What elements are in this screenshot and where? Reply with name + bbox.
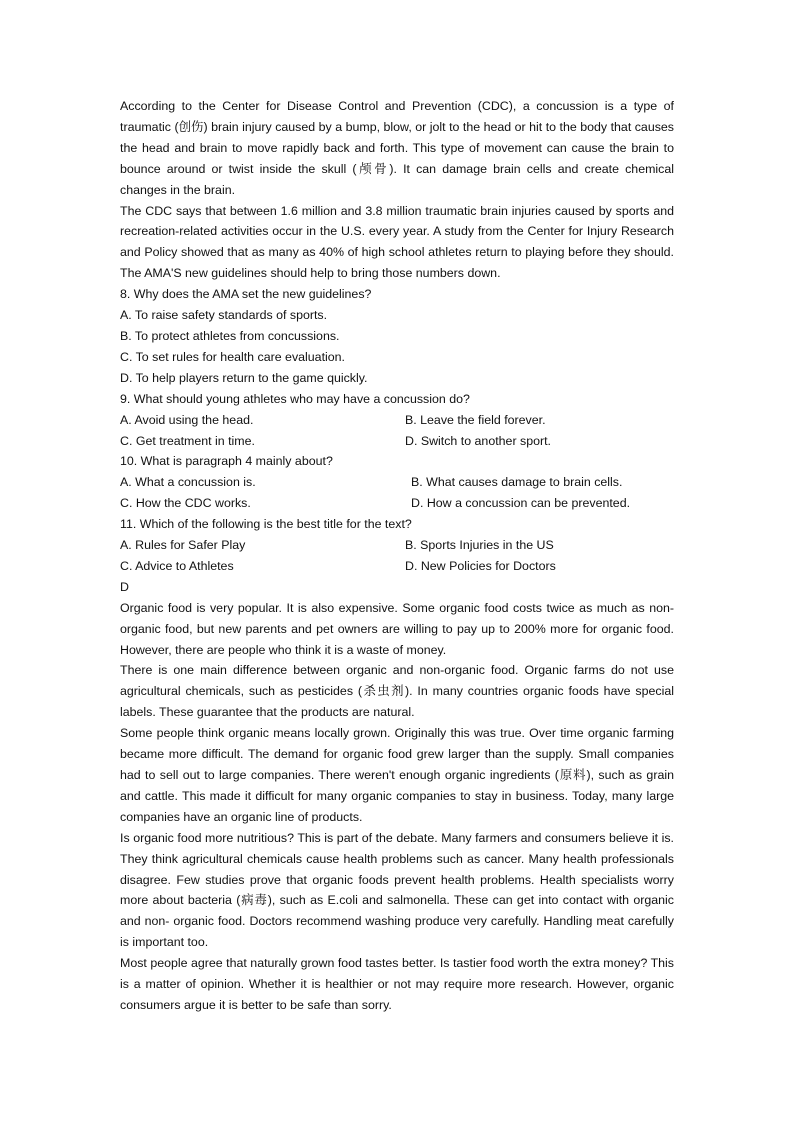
option-b: B. To protect athletes from concussions. (120, 328, 340, 343)
passage-c (120, 96, 674, 284)
option-d: D. Switch to another sport. (405, 433, 552, 448)
passage-d-paragraph-1: Organic food is very popular. It is also expensive. Some organic food costs twice as much as non-organic food, but new parents and pet owners are willing to pay up to 200% more for organic food. However, there are people who think it is a waste of money. (120, 600, 674, 657)
section-heading: D (120, 579, 129, 594)
question-8 (120, 284, 674, 389)
option-row (120, 556, 674, 577)
option-d: D. How a concussion can be prevented. (411, 496, 631, 511)
option-b: B. Leave the field forever. (405, 412, 546, 427)
question-stem: 8. Why does the AMA set the new guidelines? (120, 287, 372, 302)
question-11 (120, 514, 674, 577)
option-b: B. What causes damage to brain cells. (411, 475, 623, 490)
passage-c-paragraph-2: The CDC says that between 1.6 million and 3.8 million traumatic brain injuries caused by sports and recreation-related activities occur in the U.S. every year. A study from the Center for Injury Research and Policy showed that as many as 40% of high school athletes return to playing before they should. The AMA'S new guidelines should help to bring those numbers down. (120, 203, 674, 281)
option-a: A. Avoid using the head. (120, 412, 254, 427)
option-a: A. Rules for Safer Play (120, 538, 246, 553)
passage-d-paragraph-3: Some people think organic means locally grown. Originally this was true. Over time organic farming became more difficult. The demand for organic food grew larger than the supply. Small companies had to sell out to large companies. There weren't enough organic ingredients (原料), such as grain and cattle. This made it difficult for many organic companies to stay in business. Today, many large companies have an organic line of products. (120, 726, 674, 824)
option-row (120, 472, 674, 493)
option-c: C. Advice to Athletes (120, 558, 234, 573)
passage-d-paragraph-4: Is organic food more nutritious? This is part of the debate. Many farmers and consumers believe it is. They think agricultural chemicals cause health problems such as cancer. Many health professionals disagree. Few studies prove that organic foods prevent health problems. Health specialists worry more about bacteria (病毒), such as E.coli and salmonella. These can get into contact with organic and non- organic food. Doctors recommend washing produce very carefully. Handling meat carefully is important too. (120, 830, 674, 950)
document-page (120, 96, 674, 1016)
option-c: C. To set rules for health care evaluation. (120, 349, 345, 364)
option-c: C. Get treatment in time. (120, 433, 255, 448)
passage-d-paragraph-5: Most people agree that naturally grown food tastes better. Is tastier food worth the extra money? This is a matter of opinion. Whether it is healthier or not may require more research. However, organic consumers argue it is better to be safe than sorry. (120, 956, 674, 1012)
option-c: C. How the CDC works. (120, 496, 251, 511)
option-d: D. To help players return to the game quickly. (120, 370, 368, 385)
passage-c-paragraph-1: According to the Center for Disease Control and Prevention (CDC), a concussion is a type of traumatic (创伤) brain injury caused by a bump, blow, or jolt to the head or hit to the body that causes the head and brain to move rapidly back and forth. This type of movement can cause the brain to bounce around or twist inside the skull (颅骨). It can damage brain cells and create chemical changes in the brain. (120, 99, 674, 197)
option-row (120, 431, 674, 452)
option-row (120, 410, 674, 431)
option-a: A. What a concussion is. (120, 475, 256, 490)
option-a: A. To raise safety standards of sports. (120, 308, 328, 323)
question-stem: 11. Which of the following is the best title for the text? (120, 517, 412, 532)
option-d: D. New Policies for Doctors (405, 558, 556, 573)
passage-d (120, 598, 674, 1016)
question-10 (120, 451, 674, 514)
question-stem: 9. What should young athletes who may have a concussion do? (120, 391, 470, 406)
passage-d-paragraph-2: There is one main difference between organic and non-organic food. Organic farms do not use agricultural chemicals, such as pesticides (杀虫剂). In many countries organic foods have special labels. These guarantee that the products are natural. (120, 663, 674, 720)
option-row (120, 493, 674, 514)
question-stem: 10. What is paragraph 4 mainly about? (120, 454, 333, 469)
question-9 (120, 389, 674, 452)
option-b: B. Sports Injuries in the US (405, 538, 554, 553)
option-row (120, 535, 674, 556)
